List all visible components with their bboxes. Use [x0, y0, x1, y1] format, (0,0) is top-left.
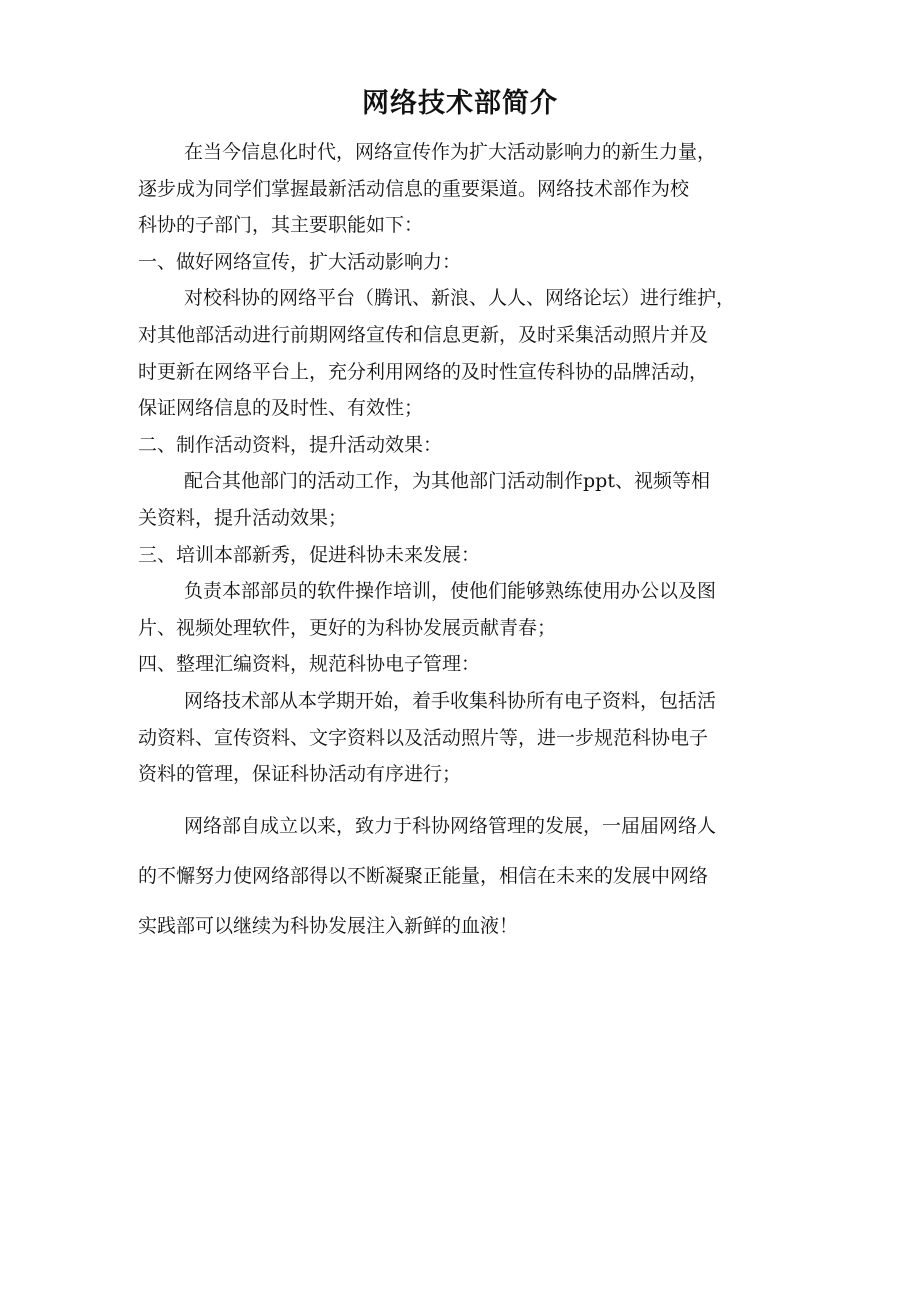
- section-heading: 二、制作活动资料，提升活动效果：: [138, 433, 443, 456]
- paragraph-spacer: [138, 793, 778, 801]
- closing-line: 的不懈努力使网络部得以不断凝聚正能量，相信在未来的发展中网络: [138, 864, 709, 887]
- section-line: 对校科协的网络平台（腾讯、新浪、人人、网络论坛）进行维护，: [184, 287, 736, 310]
- page-title: 网络技术部简介: [362, 88, 558, 119]
- section-line: 保证网络信息的及时性、有效性；: [138, 397, 424, 420]
- closing-paragraph: [138, 801, 778, 951]
- section-line: 网络技术部从本学期开始，着手收集科协所有电子资料，包括活: [184, 689, 717, 712]
- closing-line: 网络部自成立以来，致力于科协网络管理的发展，一届届网络人: [184, 814, 717, 837]
- section-line: 负责本部部员的软件操作培训，使他们能够熟练使用办公以及图: [184, 580, 717, 603]
- section-heading: 三、培训本部新秀，促进科协未来发展：: [138, 543, 481, 566]
- section-line: 关资料，提升活动效果；: [138, 506, 348, 529]
- intro-paragraph: [138, 134, 778, 244]
- section-electronic-management: [138, 646, 778, 792]
- section-line: 动资料、宣传资料、文字资料以及活动照片等，进一步规范科协电子: [138, 726, 709, 749]
- intro-line: 逐步成为同学们掌握最新活动信息的重要渠道。网络技术部作为校: [138, 177, 690, 200]
- document-body: [138, 134, 778, 951]
- section-line: 资料的管理，保证科协活动有序进行；: [138, 763, 462, 786]
- section-network-publicity: [138, 244, 778, 427]
- closing-line: 实践部可以继续为科协发展注入新鲜的血液！: [138, 914, 519, 937]
- section-line: 对其他部活动进行前期网络宣传和信息更新，及时采集活动照片并及: [138, 323, 709, 346]
- section-line: 片、视频处理软件，更好的为科协发展贡献青春；: [138, 616, 557, 639]
- section-heading: 四、整理汇编资料，规范科协电子管理：: [138, 653, 481, 676]
- intro-line: 在当今信息化时代，网络宣传作为扩大活动影响力的新生力量，: [184, 141, 717, 163]
- section-activity-materials: [138, 427, 778, 537]
- section-line: 配合其他部门的活动工作，为其他部门活动制作ppt、视频等相: [184, 470, 710, 493]
- section-training: [138, 537, 778, 647]
- section-heading: 一、做好网络宣传，扩大活动影响力：: [138, 250, 462, 273]
- section-line: 时更新在网络平台上，充分利用网络的及时性宣传科协的品牌活动，: [138, 360, 709, 383]
- intro-line: 科协的子部门，其主要职能如下：: [138, 214, 424, 237]
